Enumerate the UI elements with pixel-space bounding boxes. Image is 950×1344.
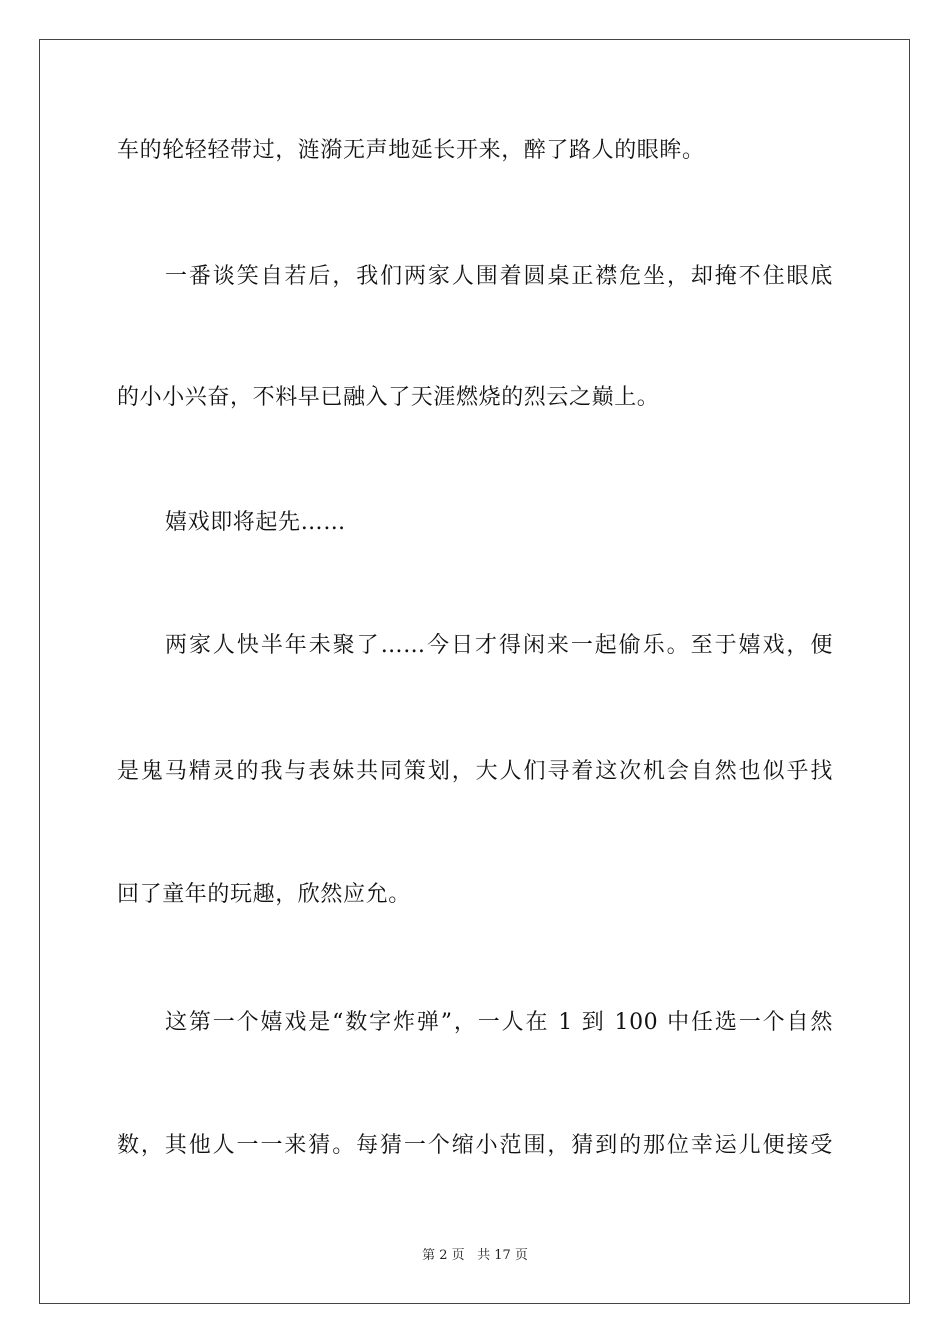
page-number: 第 2 页	[422, 1248, 465, 1263]
total-pages: 共 17 页	[477, 1248, 528, 1263]
paragraph-line-8: 这第一个嬉戏是“数字炸弹”，一人在 1 到 100 中任选一个自然	[165, 1010, 833, 1035]
paragraph-line-2: 一番谈笑自若后，我们两家人围着圆桌正襟危坐，却掩不住眼底	[165, 264, 833, 289]
paragraph-line-4: 嬉戏即将起先……	[165, 510, 346, 535]
paragraph-line-7: 回了童年的玩趣，欣然应允。	[117, 882, 411, 907]
paragraph-line-6: 是鬼马精灵的我与表妹共同策划，大人们寻着这次机会自然也似乎找	[117, 759, 833, 784]
paragraph-line-9: 数，其他人一一来猜。每猜一个缩小范围，猜到的那位幸运儿便接受	[117, 1133, 833, 1158]
paragraph-line-3: 的小小兴奋，不料早已融入了天涯燃烧的烈云之巅上。	[117, 385, 660, 410]
paragraph-line-5: 两家人快半年未聚了……今日才得闲来一起偷乐。至于嬉戏，便	[165, 633, 833, 658]
paragraph-line-1: 车的轮轻轻带过，涟漪无声地延长开来，醉了路人的眼眸。	[117, 138, 705, 163]
page-footer	[0, 1247, 950, 1265]
page-border	[39, 39, 910, 1304]
